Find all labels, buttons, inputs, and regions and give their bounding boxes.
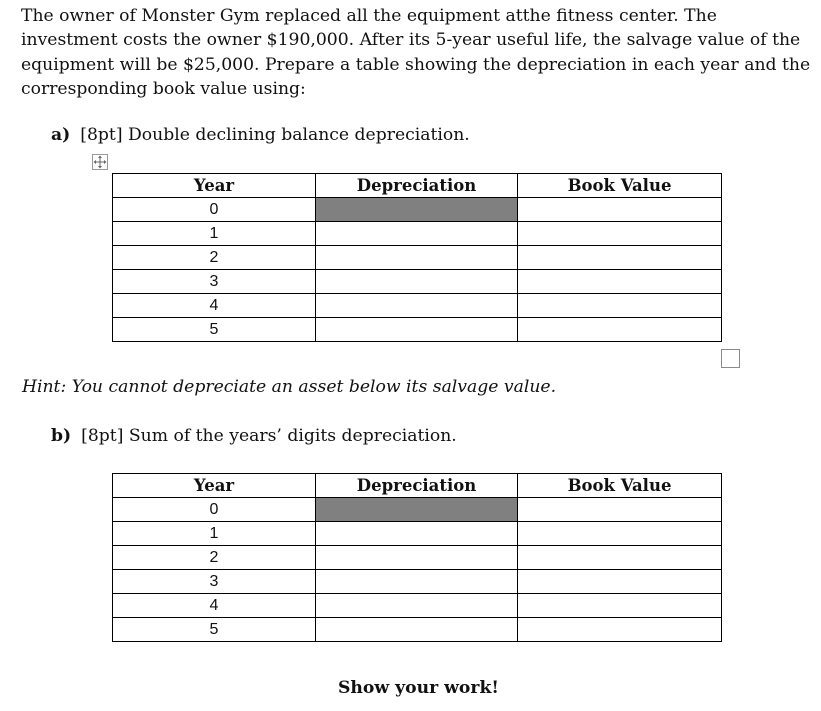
table-row <box>113 246 722 270</box>
table-row <box>113 618 722 642</box>
table-row <box>113 198 722 222</box>
table-row <box>113 318 722 342</box>
depreciation-cell[interactable] <box>316 246 518 270</box>
show-work-text: Show your work! <box>338 678 499 698</box>
table-row <box>113 222 722 246</box>
table-row <box>113 570 722 594</box>
table-row <box>113 498 722 522</box>
depreciation-cell[interactable] <box>316 270 518 294</box>
depreciation-cell-shaded <box>316 498 518 522</box>
depreciation-cell[interactable] <box>316 294 518 318</box>
book-value-header: Book Value <box>518 474 722 498</box>
book-value-cell[interactable] <box>518 498 722 522</box>
table-row <box>113 294 722 318</box>
year-header: Year <box>113 474 316 498</box>
book-value-cell[interactable] <box>518 294 722 318</box>
part-b-letter: b) <box>51 426 72 446</box>
depreciation-cell[interactable] <box>316 522 518 546</box>
part-a-label: [8pt] Double declining balance depreciation. <box>80 125 470 145</box>
table-row <box>113 594 722 618</box>
year-header: Year <box>113 174 316 198</box>
syd-table <box>112 473 722 642</box>
depreciation-header: Depreciation <box>316 474 518 498</box>
year-cell: 2 <box>113 246 316 270</box>
year-cell: 2 <box>113 546 316 570</box>
book-value-cell[interactable] <box>518 198 722 222</box>
year-cell: 0 <box>113 498 316 522</box>
year-cell: 1 <box>113 522 316 546</box>
book-value-cell[interactable] <box>518 594 722 618</box>
year-cell: 0 <box>113 198 316 222</box>
book-value-cell[interactable] <box>518 270 722 294</box>
depreciation-cell-shaded <box>316 198 518 222</box>
book-value-cell[interactable] <box>518 570 722 594</box>
year-cell: 4 <box>113 294 316 318</box>
problem-statement: The owner of Monster Gym replaced all the equipment atthe fitness center. The investment costs the owner $190,000. After its 5-year useful life, the salvage value of the equipment will be $25,000. Prepare a table showing the depreciation in each year and the corresponding book value using: <box>21 6 811 100</box>
year-cell: 3 <box>113 570 316 594</box>
year-cell: 4 <box>113 594 316 618</box>
part-a-letter: a) <box>51 125 71 145</box>
part-a-heading <box>51 124 470 146</box>
depreciation-cell[interactable] <box>316 318 518 342</box>
depreciation-cell[interactable] <box>316 546 518 570</box>
table-row <box>113 270 722 294</box>
book-value-cell[interactable] <box>518 246 722 270</box>
year-cell: 5 <box>113 318 316 342</box>
depreciation-cell[interactable] <box>316 570 518 594</box>
table-move-handle-icon[interactable] <box>92 154 108 170</box>
part-b-label: [8pt] Sum of the years’ digits depreciation. <box>81 426 457 446</box>
book-value-cell[interactable] <box>518 522 722 546</box>
depreciation-cell[interactable] <box>316 594 518 618</box>
table-header-row <box>113 474 722 498</box>
depreciation-cell[interactable] <box>316 222 518 246</box>
depreciation-header: Depreciation <box>316 174 518 198</box>
year-cell: 3 <box>113 270 316 294</box>
ddb-table <box>112 173 722 342</box>
part-b-heading <box>51 425 457 447</box>
book-value-cell[interactable] <box>518 318 722 342</box>
depreciation-cell[interactable] <box>316 618 518 642</box>
book-value-header: Book Value <box>518 174 722 198</box>
table-row <box>113 546 722 570</box>
table-row <box>113 522 722 546</box>
year-cell: 1 <box>113 222 316 246</box>
checkbox-icon[interactable] <box>721 349 740 368</box>
table-header-row <box>113 174 722 198</box>
book-value-cell[interactable] <box>518 618 722 642</box>
book-value-cell[interactable] <box>518 546 722 570</box>
book-value-cell[interactable] <box>518 222 722 246</box>
hint-text: Hint: You cannot depreciate an asset below its salvage value. <box>22 377 557 397</box>
year-cell: 5 <box>113 618 316 642</box>
